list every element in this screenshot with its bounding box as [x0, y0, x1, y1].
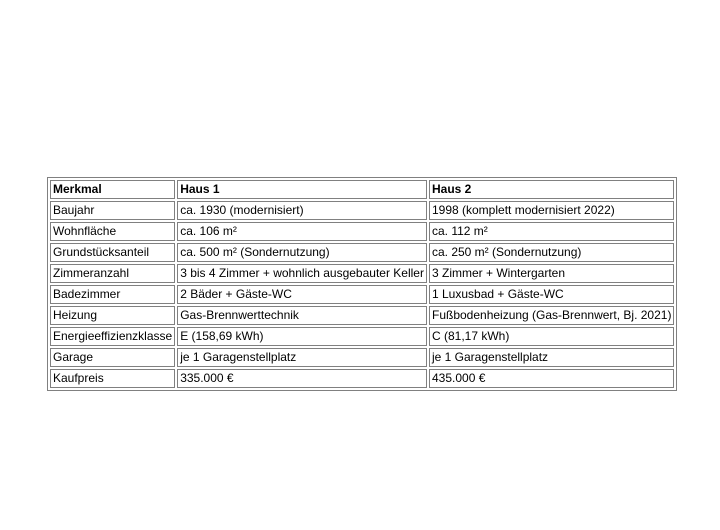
- table-cell: Fußbodenheizung (Gas-Brennwert, Bj. 2021): [429, 306, 674, 325]
- table-cell: ca. 250 m² (Sondernutzung): [429, 243, 674, 262]
- table-row-grundstuecksanteil: [50, 243, 674, 262]
- header-row: [50, 180, 674, 199]
- table-row-energieeffizienzklasse: [50, 327, 674, 346]
- table-cell: 3 bis 4 Zimmer + wohnlich ausgebauter Keller: [177, 264, 427, 283]
- table-cell: ca. 1930 (modernisiert): [177, 201, 427, 220]
- table-cell: 335.000 €: [177, 369, 427, 388]
- table-cell: je 1 Garagenstellplatz: [177, 348, 427, 367]
- table-cell: ca. 106 m²: [177, 222, 427, 241]
- table-row-wohnflaeche: [50, 222, 674, 241]
- table-cell: 1998 (komplett modernisiert 2022): [429, 201, 674, 220]
- table-cell: 435.000 €: [429, 369, 674, 388]
- table-cell: ca. 112 m²: [429, 222, 674, 241]
- table-row-baujahr: [50, 201, 674, 220]
- table-row-zimmeranzahl: [50, 264, 674, 283]
- table-cell: 2 Bäder + Gäste-WC: [177, 285, 427, 304]
- table-cell: Garage: [50, 348, 175, 367]
- table-row-heizung: [50, 306, 674, 325]
- table-row-kaufpreis: [50, 369, 674, 388]
- table-row-garage: [50, 348, 674, 367]
- table-cell: ca. 500 m² (Sondernutzung): [177, 243, 427, 262]
- header-cell-merkmal: Merkmal: [50, 180, 175, 199]
- table-cell: Energieeffizienzklasse: [50, 327, 175, 346]
- table-cell: 1 Luxusbad + Gäste-WC: [429, 285, 674, 304]
- table-cell: Grundstücksanteil: [50, 243, 175, 262]
- table-cell: Gas-Brennwerttechnik: [177, 306, 427, 325]
- table-cell: je 1 Garagenstellplatz: [429, 348, 674, 367]
- table-cell: Baujahr: [50, 201, 175, 220]
- table-cell: Wohnfläche: [50, 222, 175, 241]
- header-cell-haus-2: Haus 2: [429, 180, 674, 199]
- table-cell: Badezimmer: [50, 285, 175, 304]
- table-row-badezimmer: [50, 285, 674, 304]
- comparison-table: [47, 177, 677, 391]
- header-cell-haus-1: Haus 1: [177, 180, 427, 199]
- table-cell: Heizung: [50, 306, 175, 325]
- table-cell: C (81,17 kWh): [429, 327, 674, 346]
- table-cell: 3 Zimmer + Wintergarten: [429, 264, 674, 283]
- table-cell: Zimmeranzahl: [50, 264, 175, 283]
- table-cell: E (158,69 kWh): [177, 327, 427, 346]
- table-cell: Kaufpreis: [50, 369, 175, 388]
